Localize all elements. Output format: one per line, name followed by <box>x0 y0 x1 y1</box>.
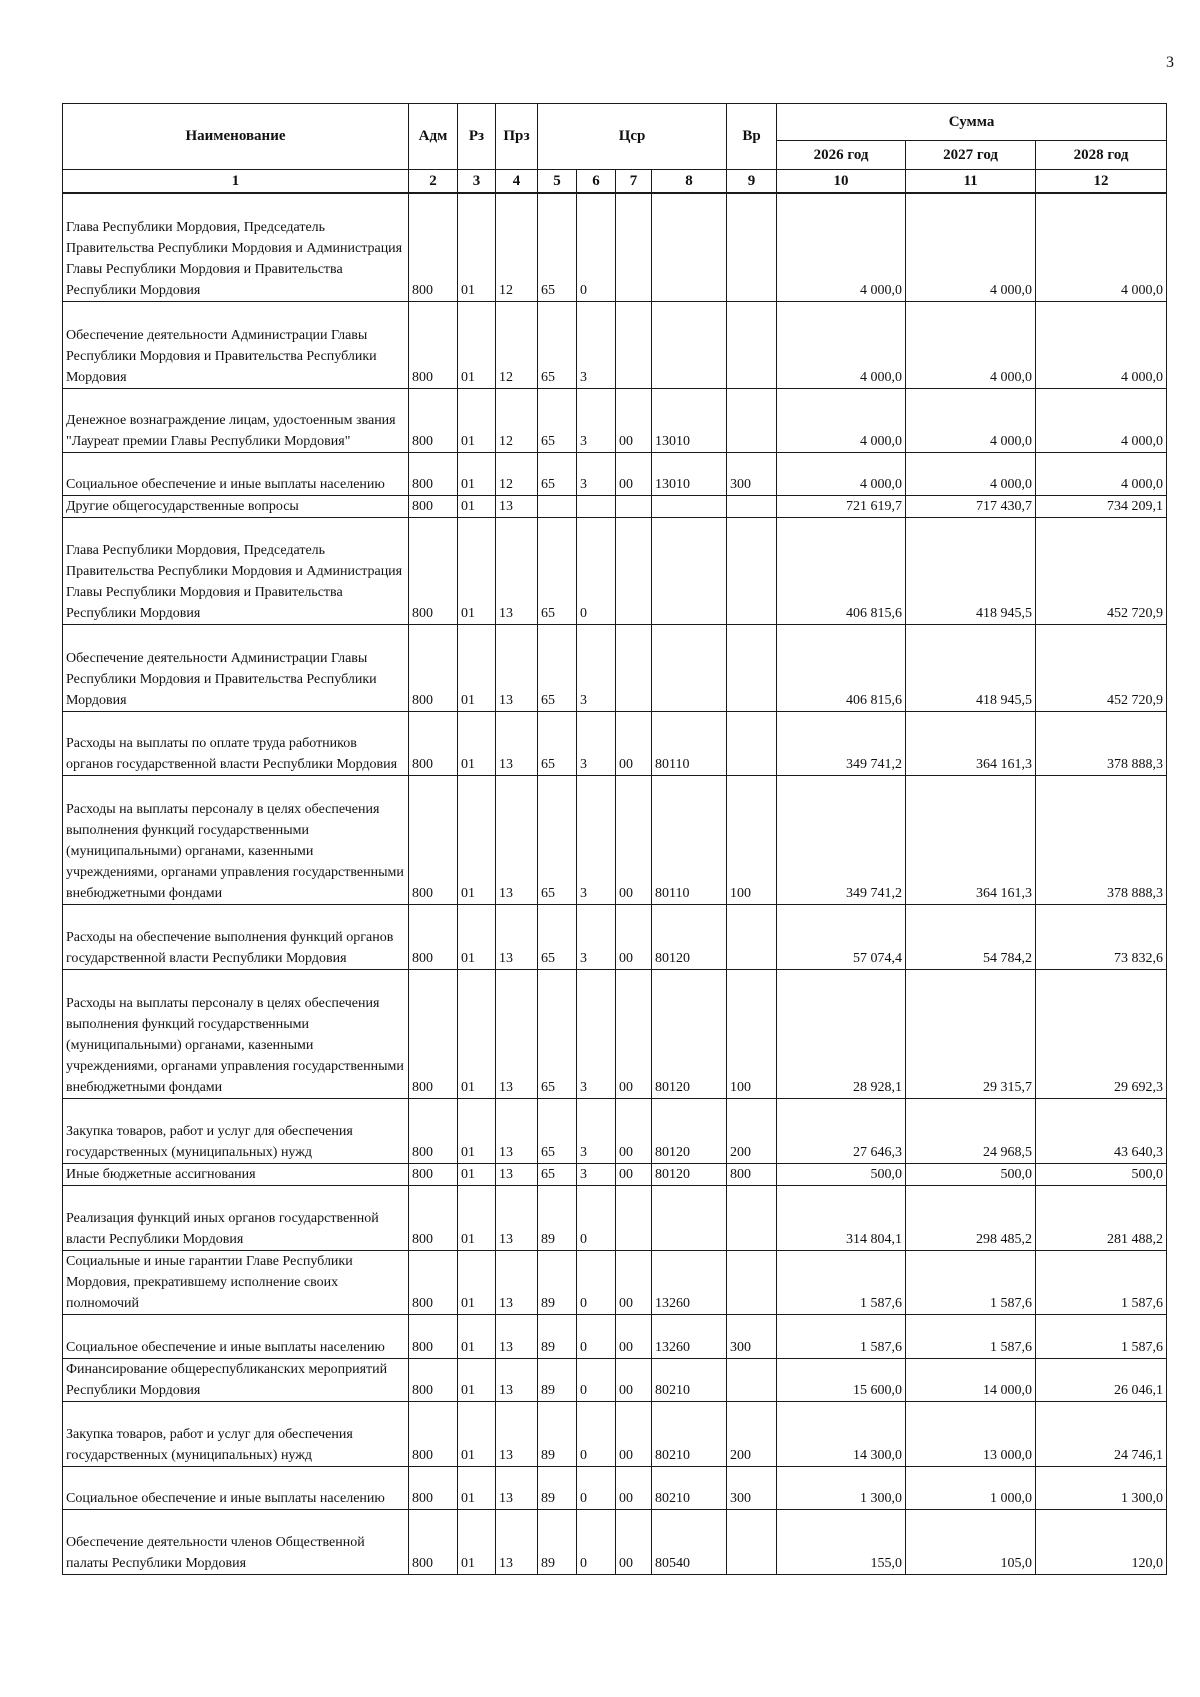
row-csr-7 <box>616 624 652 711</box>
row-csr-6: 0 <box>577 1314 616 1358</box>
row-prz: 12 <box>496 388 538 452</box>
header-year-2027: 2027 год <box>906 141 1036 170</box>
row-adm: 800 <box>409 624 458 711</box>
row-vr <box>727 1250 777 1314</box>
row-sum-2028: 4 000,0 <box>1036 452 1167 495</box>
row-rz: 01 <box>458 1250 496 1314</box>
row-csr-7 <box>616 517 652 624</box>
row-sum-2027: 364 161,3 <box>906 775 1036 904</box>
row-csr-5: 89 <box>538 1250 577 1314</box>
row-vr: 200 <box>727 1401 777 1466</box>
row-csr-5: 65 <box>538 1163 577 1185</box>
row-name: Глава Республики Мордовия, Председатель Правительства Республики Мордовия и Администрация Главы Республики Мордовия и Правительства Республики Мордовия <box>63 517 409 624</box>
table-row <box>63 517 1167 624</box>
row-adm: 800 <box>409 495 458 517</box>
row-name: Иные бюджетные ассигнования <box>63 1163 409 1185</box>
table-row <box>63 1250 1167 1314</box>
row-csr-8: 80110 <box>652 711 727 775</box>
row-prz: 13 <box>496 1466 538 1509</box>
col-number: 9 <box>727 170 777 194</box>
row-csr-7: 00 <box>616 775 652 904</box>
row-sum-2026: 1 587,6 <box>777 1250 906 1314</box>
row-sum-2026: 4 000,0 <box>777 301 906 388</box>
row-csr-7: 00 <box>616 388 652 452</box>
row-sum-2026: 28 928,1 <box>777 969 906 1098</box>
row-sum-2026: 57 074,4 <box>777 904 906 969</box>
row-csr-6: 0 <box>577 1358 616 1401</box>
row-rz: 01 <box>458 1098 496 1163</box>
row-csr-8: 80210 <box>652 1401 727 1466</box>
table-row <box>63 1401 1167 1466</box>
row-csr-7: 00 <box>616 1509 652 1574</box>
row-sum-2028: 1 300,0 <box>1036 1466 1167 1509</box>
row-vr <box>727 1358 777 1401</box>
row-adm: 800 <box>409 1098 458 1163</box>
row-prz: 13 <box>496 775 538 904</box>
row-csr-7: 00 <box>616 1314 652 1358</box>
row-name: Денежное вознаграждение лицам, удостоенным звания "Лауреат премии Главы Республики Мордовия" <box>63 388 409 452</box>
row-csr-7: 00 <box>616 1250 652 1314</box>
row-name: Социальное обеспечение и иные выплаты населению <box>63 1314 409 1358</box>
row-vr <box>727 1185 777 1250</box>
row-sum-2026: 349 741,2 <box>777 775 906 904</box>
row-sum-2028: 452 720,9 <box>1036 517 1167 624</box>
header-year-2028: 2028 год <box>1036 141 1167 170</box>
col-number: 7 <box>616 170 652 194</box>
row-sum-2028: 73 832,6 <box>1036 904 1167 969</box>
header-prz: Прз <box>496 104 538 170</box>
row-adm: 800 <box>409 1466 458 1509</box>
row-vr: 800 <box>727 1163 777 1185</box>
row-prz: 13 <box>496 1358 538 1401</box>
row-csr-6: 3 <box>577 969 616 1098</box>
row-sum-2028: 29 692,3 <box>1036 969 1167 1098</box>
row-csr-7: 00 <box>616 904 652 969</box>
row-prz: 13 <box>496 1163 538 1185</box>
row-csr-5: 65 <box>538 1098 577 1163</box>
row-name: Другие общегосударственные вопросы <box>63 495 409 517</box>
row-rz: 01 <box>458 193 496 301</box>
row-sum-2027: 4 000,0 <box>906 388 1036 452</box>
page-number: 3 <box>1166 54 1174 71</box>
table-row <box>63 1509 1167 1574</box>
row-csr-5: 89 <box>538 1401 577 1466</box>
row-name: Реализация функций иных органов государственной власти Республики Мордовия <box>63 1185 409 1250</box>
row-csr-6: 3 <box>577 711 616 775</box>
row-sum-2026: 1 300,0 <box>777 1466 906 1509</box>
row-csr-8 <box>652 495 727 517</box>
col-number: 1 <box>63 170 409 194</box>
row-name: Социальные и иные гарантии Главе Республики Мордовия, прекратившему исполнение своих полномочий <box>63 1250 409 1314</box>
row-csr-6: 3 <box>577 301 616 388</box>
row-rz: 01 <box>458 1314 496 1358</box>
row-sum-2028: 4 000,0 <box>1036 193 1167 301</box>
row-csr-6: 3 <box>577 775 616 904</box>
row-sum-2027: 29 315,7 <box>906 969 1036 1098</box>
row-sum-2027: 298 485,2 <box>906 1185 1036 1250</box>
row-sum-2028: 1 587,6 <box>1036 1314 1167 1358</box>
header-csr: Цср <box>538 104 727 170</box>
table-body <box>63 193 1167 1574</box>
row-csr-5: 65 <box>538 193 577 301</box>
row-sum-2026: 406 815,6 <box>777 624 906 711</box>
row-sum-2027: 24 968,5 <box>906 1098 1036 1163</box>
row-csr-8: 80120 <box>652 904 727 969</box>
row-csr-5 <box>538 495 577 517</box>
row-sum-2028: 734 209,1 <box>1036 495 1167 517</box>
row-vr <box>727 517 777 624</box>
row-sum-2026: 500,0 <box>777 1163 906 1185</box>
row-prz: 13 <box>496 711 538 775</box>
row-sum-2027: 4 000,0 <box>906 452 1036 495</box>
row-prz: 13 <box>496 517 538 624</box>
row-prz: 13 <box>496 1509 538 1574</box>
header-rz: Рз <box>458 104 496 170</box>
row-rz: 01 <box>458 624 496 711</box>
row-vr <box>727 904 777 969</box>
row-csr-8 <box>652 517 727 624</box>
row-csr-6: 3 <box>577 624 616 711</box>
row-vr <box>727 624 777 711</box>
row-sum-2026: 4 000,0 <box>777 452 906 495</box>
row-prz: 13 <box>496 1314 538 1358</box>
row-rz: 01 <box>458 1509 496 1574</box>
row-name: Социальное обеспечение и иные выплаты населению <box>63 1466 409 1509</box>
row-csr-8: 13260 <box>652 1250 727 1314</box>
table-row <box>63 1466 1167 1509</box>
row-sum-2028: 281 488,2 <box>1036 1185 1167 1250</box>
row-adm: 800 <box>409 1509 458 1574</box>
row-rz: 01 <box>458 775 496 904</box>
row-rz: 01 <box>458 388 496 452</box>
row-csr-5: 65 <box>538 301 577 388</box>
row-vr: 200 <box>727 1098 777 1163</box>
row-sum-2027: 4 000,0 <box>906 301 1036 388</box>
row-csr-6: 3 <box>577 1163 616 1185</box>
row-sum-2026: 155,0 <box>777 1509 906 1574</box>
row-adm: 800 <box>409 1185 458 1250</box>
row-prz: 13 <box>496 904 538 969</box>
header-vr: Вр <box>727 104 777 170</box>
row-csr-7: 00 <box>616 1163 652 1185</box>
row-csr-6: 0 <box>577 517 616 624</box>
row-name: Расходы на выплаты персоналу в целях обеспечения выполнения функций государственными (муниципальными) органами, казенными учреждениями, органами управления государственными внебюджетными фондами <box>63 969 409 1098</box>
row-rz: 01 <box>458 969 496 1098</box>
table-row <box>63 1098 1167 1163</box>
row-csr-6: 0 <box>577 1185 616 1250</box>
row-prz: 13 <box>496 1185 538 1250</box>
row-sum-2027: 364 161,3 <box>906 711 1036 775</box>
row-rz: 01 <box>458 904 496 969</box>
row-csr-6: 3 <box>577 452 616 495</box>
col-number: 6 <box>577 170 616 194</box>
row-sum-2026: 4 000,0 <box>777 193 906 301</box>
row-adm: 800 <box>409 1401 458 1466</box>
row-sum-2027: 418 945,5 <box>906 624 1036 711</box>
row-csr-5: 89 <box>538 1185 577 1250</box>
row-csr-5: 89 <box>538 1314 577 1358</box>
row-adm: 800 <box>409 1163 458 1185</box>
row-adm: 800 <box>409 452 458 495</box>
row-sum-2026: 314 804,1 <box>777 1185 906 1250</box>
row-csr-7: 00 <box>616 711 652 775</box>
table-row <box>63 495 1167 517</box>
row-csr-6 <box>577 495 616 517</box>
row-csr-8 <box>652 193 727 301</box>
col-number: 12 <box>1036 170 1167 194</box>
row-csr-5: 65 <box>538 624 577 711</box>
row-csr-6: 3 <box>577 904 616 969</box>
row-csr-6: 0 <box>577 1401 616 1466</box>
row-csr-8: 80210 <box>652 1358 727 1401</box>
row-name: Расходы на выплаты по оплате труда работников органов государственной власти Республики Мордовия <box>63 711 409 775</box>
row-vr <box>727 711 777 775</box>
row-prz: 13 <box>496 1250 538 1314</box>
row-csr-5: 65 <box>538 517 577 624</box>
row-csr-7: 00 <box>616 1358 652 1401</box>
row-csr-6: 0 <box>577 1509 616 1574</box>
row-rz: 01 <box>458 452 496 495</box>
table-row <box>63 904 1167 969</box>
table-row <box>63 1163 1167 1185</box>
row-sum-2027: 14 000,0 <box>906 1358 1036 1401</box>
table-row <box>63 1185 1167 1250</box>
row-csr-8: 80120 <box>652 1163 727 1185</box>
row-sum-2028: 378 888,3 <box>1036 775 1167 904</box>
row-adm: 800 <box>409 1250 458 1314</box>
row-csr-7: 00 <box>616 969 652 1098</box>
column-number-row <box>63 170 1167 194</box>
row-name: Закупка товаров, работ и услуг для обеспечения государственных (муниципальных) нужд <box>63 1401 409 1466</box>
row-sum-2027: 4 000,0 <box>906 193 1036 301</box>
row-csr-5: 65 <box>538 388 577 452</box>
row-rz: 01 <box>458 1401 496 1466</box>
row-sum-2026: 15 600,0 <box>777 1358 906 1401</box>
row-name: Расходы на выплаты персоналу в целях обеспечения выполнения функций государственными (муниципальными) органами, казенными учреждениями, органами управления государственными внебюджетными фондами <box>63 775 409 904</box>
row-adm: 800 <box>409 388 458 452</box>
row-csr-8: 13010 <box>652 388 727 452</box>
row-sum-2027: 418 945,5 <box>906 517 1036 624</box>
row-csr-6: 0 <box>577 1250 616 1314</box>
row-adm: 800 <box>409 969 458 1098</box>
table-row <box>63 969 1167 1098</box>
row-vr: 300 <box>727 1314 777 1358</box>
row-sum-2027: 54 784,2 <box>906 904 1036 969</box>
row-csr-8 <box>652 1185 727 1250</box>
row-csr-6: 3 <box>577 1098 616 1163</box>
row-vr: 100 <box>727 775 777 904</box>
row-sum-2026: 406 815,6 <box>777 517 906 624</box>
row-prz: 13 <box>496 624 538 711</box>
row-sum-2028: 452 720,9 <box>1036 624 1167 711</box>
row-sum-2028: 500,0 <box>1036 1163 1167 1185</box>
row-vr: 100 <box>727 969 777 1098</box>
row-csr-8: 80120 <box>652 1098 727 1163</box>
row-csr-5: 65 <box>538 711 577 775</box>
row-name: Закупка товаров, работ и услуг для обеспечения государственных (муниципальных) нужд <box>63 1098 409 1163</box>
row-adm: 800 <box>409 1358 458 1401</box>
row-name: Социальное обеспечение и иные выплаты населению <box>63 452 409 495</box>
header-year-2026: 2026 год <box>777 141 906 170</box>
row-vr <box>727 301 777 388</box>
row-rz: 01 <box>458 301 496 388</box>
row-sum-2027: 1 587,6 <box>906 1314 1036 1358</box>
row-csr-5: 89 <box>538 1358 577 1401</box>
table-row <box>63 388 1167 452</box>
row-sum-2026: 27 646,3 <box>777 1098 906 1163</box>
row-prz: 12 <box>496 193 538 301</box>
row-adm: 800 <box>409 775 458 904</box>
table-row <box>63 711 1167 775</box>
row-csr-5: 65 <box>538 775 577 904</box>
header-adm: Адм <box>409 104 458 170</box>
row-sum-2026: 349 741,2 <box>777 711 906 775</box>
row-csr-6: 3 <box>577 388 616 452</box>
row-prz: 13 <box>496 495 538 517</box>
row-csr-8: 80120 <box>652 969 727 1098</box>
row-csr-5: 89 <box>538 1509 577 1574</box>
col-number: 11 <box>906 170 1036 194</box>
row-rz: 01 <box>458 1163 496 1185</box>
row-rz: 01 <box>458 517 496 624</box>
row-name: Финансирование общереспубликанских мероприятий Республики Мордовия <box>63 1358 409 1401</box>
row-sum-2027: 13 000,0 <box>906 1401 1036 1466</box>
row-sum-2027: 105,0 <box>906 1509 1036 1574</box>
row-rz: 01 <box>458 1185 496 1250</box>
row-sum-2028: 1 587,6 <box>1036 1250 1167 1314</box>
row-adm: 800 <box>409 301 458 388</box>
budget-table <box>62 103 1167 1575</box>
col-number: 2 <box>409 170 458 194</box>
row-sum-2028: 120,0 <box>1036 1509 1167 1574</box>
row-sum-2027: 1 000,0 <box>906 1466 1036 1509</box>
row-sum-2028: 43 640,3 <box>1036 1098 1167 1163</box>
row-vr <box>727 495 777 517</box>
row-csr-7: 00 <box>616 1401 652 1466</box>
col-number: 8 <box>652 170 727 194</box>
row-sum-2026: 1 587,6 <box>777 1314 906 1358</box>
row-sum-2027: 500,0 <box>906 1163 1036 1185</box>
col-number: 5 <box>538 170 577 194</box>
row-csr-7: 00 <box>616 1466 652 1509</box>
row-prz: 12 <box>496 301 538 388</box>
row-rz: 01 <box>458 495 496 517</box>
row-name: Глава Республики Мордовия, Председатель Правительства Республики Мордовия и Администрация Главы Республики Мордовия и Правительства Республики Мордовия <box>63 193 409 301</box>
row-csr-7 <box>616 495 652 517</box>
row-rz: 01 <box>458 711 496 775</box>
row-sum-2028: 24 746,1 <box>1036 1401 1167 1466</box>
row-sum-2028: 4 000,0 <box>1036 388 1167 452</box>
row-vr <box>727 1509 777 1574</box>
row-csr-8: 13260 <box>652 1314 727 1358</box>
row-csr-8: 80540 <box>652 1509 727 1574</box>
row-csr-7 <box>616 301 652 388</box>
table-row <box>63 301 1167 388</box>
header-sum: Сумма <box>777 104 1167 141</box>
row-csr-8: 80210 <box>652 1466 727 1509</box>
table-row <box>63 193 1167 301</box>
row-sum-2026: 721 619,7 <box>777 495 906 517</box>
row-csr-8 <box>652 301 727 388</box>
row-sum-2026: 4 000,0 <box>777 388 906 452</box>
row-vr: 300 <box>727 452 777 495</box>
row-vr: 300 <box>727 1466 777 1509</box>
row-csr-7: 00 <box>616 1098 652 1163</box>
row-csr-7 <box>616 1185 652 1250</box>
row-csr-5: 65 <box>538 452 577 495</box>
row-csr-5: 65 <box>538 969 577 1098</box>
table-row <box>63 1314 1167 1358</box>
row-csr-6: 0 <box>577 1466 616 1509</box>
row-name: Обеспечение деятельности членов Общественной палаты Республики Мордовия <box>63 1509 409 1574</box>
row-name: Обеспечение деятельности Администрации Главы Республики Мордовия и Правительства Республики Мордовия <box>63 301 409 388</box>
row-csr-7: 00 <box>616 452 652 495</box>
row-prz: 13 <box>496 969 538 1098</box>
row-csr-5: 65 <box>538 904 577 969</box>
row-csr-6: 0 <box>577 193 616 301</box>
table-row <box>63 452 1167 495</box>
row-adm: 800 <box>409 904 458 969</box>
row-prz: 12 <box>496 452 538 495</box>
col-number: 4 <box>496 170 538 194</box>
row-csr-8 <box>652 624 727 711</box>
row-csr-5: 89 <box>538 1466 577 1509</box>
row-vr <box>727 388 777 452</box>
row-csr-7 <box>616 193 652 301</box>
row-sum-2027: 717 430,7 <box>906 495 1036 517</box>
row-sum-2028: 26 046,1 <box>1036 1358 1167 1401</box>
table-row <box>63 624 1167 711</box>
row-rz: 01 <box>458 1466 496 1509</box>
col-number: 10 <box>777 170 906 194</box>
col-number: 3 <box>458 170 496 194</box>
row-adm: 800 <box>409 193 458 301</box>
row-csr-8: 13010 <box>652 452 727 495</box>
row-sum-2028: 378 888,3 <box>1036 711 1167 775</box>
row-name: Расходы на обеспечение выполнения функций органов государственной власти Республики Мордовия <box>63 904 409 969</box>
row-prz: 13 <box>496 1401 538 1466</box>
row-sum-2027: 1 587,6 <box>906 1250 1036 1314</box>
row-name: Обеспечение деятельности Администрации Главы Республики Мордовия и Правительства Республики Мордовия <box>63 624 409 711</box>
row-sum-2028: 4 000,0 <box>1036 301 1167 388</box>
row-prz: 13 <box>496 1098 538 1163</box>
row-adm: 800 <box>409 517 458 624</box>
row-adm: 800 <box>409 1314 458 1358</box>
table-row <box>63 1358 1167 1401</box>
row-vr <box>727 193 777 301</box>
table-row <box>63 775 1167 904</box>
header-name: Наименование <box>63 104 409 170</box>
row-csr-8: 80110 <box>652 775 727 904</box>
row-sum-2026: 14 300,0 <box>777 1401 906 1466</box>
row-adm: 800 <box>409 711 458 775</box>
row-rz: 01 <box>458 1358 496 1401</box>
